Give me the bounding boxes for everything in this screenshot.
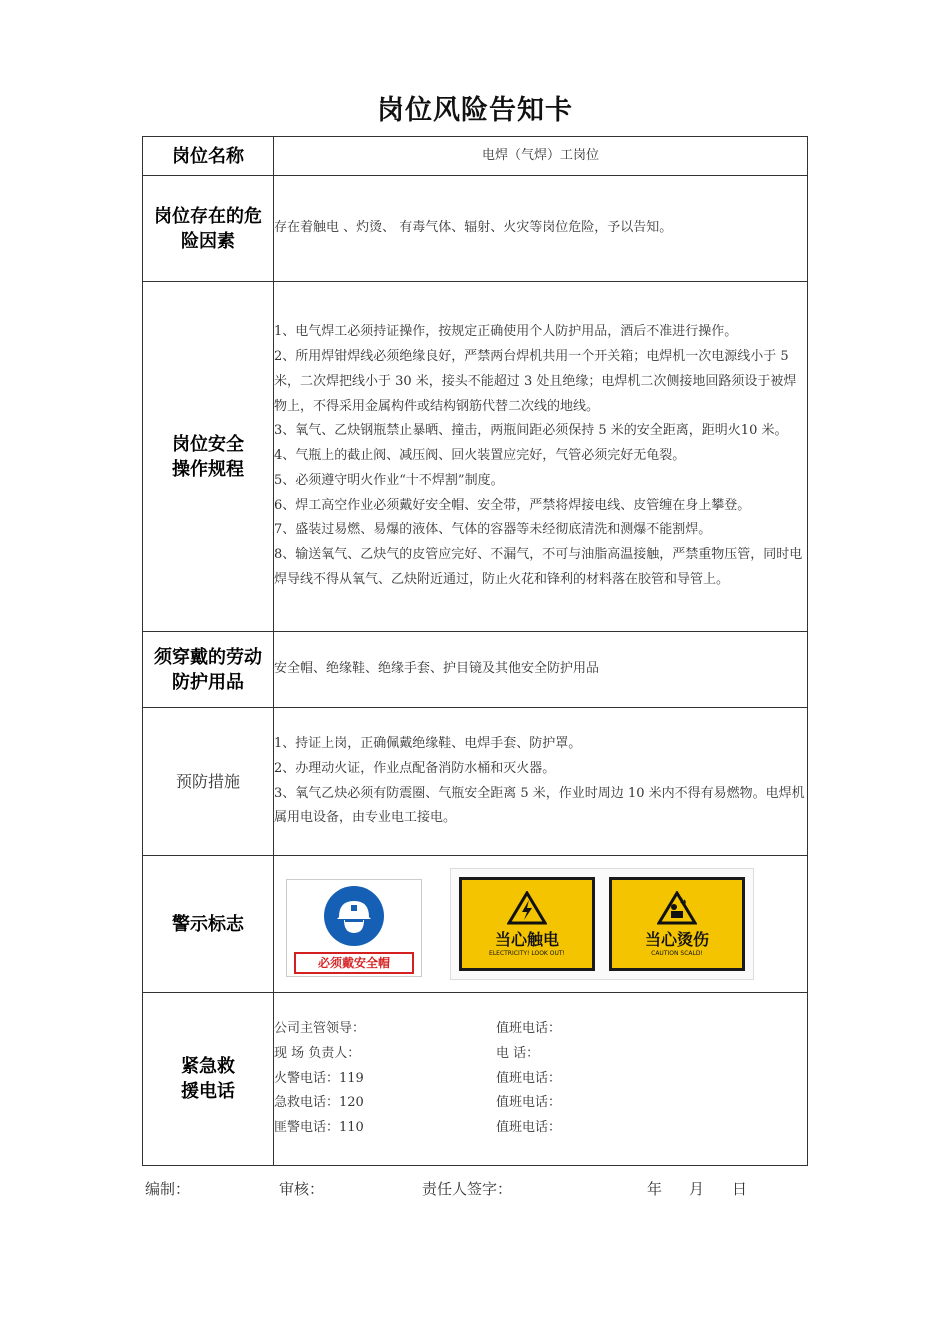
contact-row	[274, 1091, 807, 1116]
helmet-icon	[324, 886, 384, 946]
contact-row	[274, 1017, 807, 1042]
scald-warning-sign	[609, 877, 745, 971]
electric-hazard-icon	[507, 891, 547, 925]
signs-cell	[274, 856, 808, 993]
procedure-item: 1、电气焊工必须持证操作，按规定正确使用个人防护用品，酒后不准进行操作。	[274, 324, 738, 340]
contact-right: 值班电话：	[496, 1070, 562, 1086]
month-label: 月	[689, 1180, 705, 1198]
contact-right: 值班电话：	[496, 1120, 562, 1136]
procedure-item: 6、焊工高空作业必须戴好安全帽、安全带，严禁将焊接电线、皮管缠在身上攀登。	[274, 497, 751, 513]
row-ppe	[143, 632, 808, 708]
procedure-item: 4、气瓶上的截止阀、减压阀、回火装置应完好，气管必须完好无龟裂。	[274, 448, 686, 464]
ppe-value: 安全帽、绝缘鞋、绝缘手套、护目镜及其他安全防护用品	[274, 632, 808, 708]
prevention-item: 1、持证上岗，正确佩戴绝缘鞋、电焊手套、防护罩。	[274, 735, 582, 751]
scald-hazard-icon	[657, 891, 697, 925]
row-post-name	[143, 137, 808, 176]
contact-row	[274, 1042, 807, 1067]
contact-left: 现 场 负责人：	[274, 1045, 361, 1061]
row-hazards	[143, 176, 808, 282]
procedure-item: 8、输送氧气、乙炔气的皮管应完好、不漏气，不可与油脂高温接触，严禁重物压管，同时电焊导线不得从氧气、乙炔附近通过，防止火花和锋利的材料落在胶管和导管上。	[274, 547, 803, 588]
procedures-list	[274, 282, 808, 632]
risk-card-table	[142, 136, 808, 1166]
compiled-by-label: 编制：	[145, 1180, 191, 1198]
contact-left: 火警电话：119	[274, 1070, 364, 1086]
signs-label: 警示标志	[143, 856, 274, 993]
scald-sign-title: 当心烫伤	[644, 930, 709, 949]
hazards-value: 存在着触电 、灼烫、 有毒气体、辐射、火灾等岗位危险，予以告知。	[274, 176, 808, 282]
reviewed-by-label: 审核：	[279, 1180, 325, 1198]
page-title: 岗位风险告知卡	[377, 95, 573, 126]
row-prevention	[143, 708, 808, 856]
electric-sign-title: 当心触电	[494, 930, 559, 949]
procedures-label	[143, 282, 274, 632]
prevention-item: 3、氧气乙炔必须有防震圈、气瓶安全距离 5 米，作业时周边 10 米内不得有易燃物。电焊机属用电设备，由专业电工接电。	[274, 785, 805, 826]
helmet-caption: 必须戴安全帽	[294, 952, 414, 974]
emergency-contacts	[274, 993, 808, 1166]
scald-sign-subtitle: CAUTION SCALD!	[651, 950, 703, 957]
contact-left: 急救电话：120	[274, 1095, 364, 1111]
contact-right: 值班电话：	[496, 1095, 562, 1111]
contact-right: 值班电话：	[496, 1021, 562, 1036]
warning-signs-group	[450, 868, 754, 980]
row-procedures	[143, 282, 808, 632]
contact-left: 匪警电话：110	[274, 1120, 364, 1136]
procedure-item: 5、必须遵守明火作业“十不焊割”制度。	[274, 472, 504, 488]
post-name-label: 岗位名称	[143, 137, 274, 176]
contact-row	[274, 1116, 807, 1141]
signer-label: 责任人签字：	[422, 1180, 513, 1198]
electric-warning-sign	[459, 877, 595, 971]
emergency-label	[143, 993, 274, 1166]
emergency-label-text: 紧急救援电话	[181, 1056, 235, 1102]
ppe-label	[143, 632, 274, 708]
contact-left: 公司主管领导：	[274, 1021, 366, 1036]
day-label: 日	[732, 1180, 748, 1198]
hazards-label-text: 岗位存在的危险因素	[154, 205, 262, 252]
procedure-item: 7、盛装过易燃、易爆的液体、气体的容器等未经彻底清洗和测爆不能割焊。	[274, 522, 712, 538]
row-signs	[143, 856, 808, 993]
contact-row	[274, 1067, 807, 1092]
signs-container	[274, 868, 807, 980]
prevention-item: 2、办理动火证，作业点配备消防水桶和灭火器。	[274, 760, 556, 776]
year-label: 年	[647, 1180, 663, 1198]
electric-sign-subtitle: ELECTRICITY! LOOK OUT!	[489, 950, 565, 957]
contact-right: 电 话：	[496, 1045, 540, 1061]
helmet-sign	[286, 879, 422, 977]
post-name-value: 电焊（气焊）工岗位	[274, 137, 808, 176]
prevention-label: 预防措施	[143, 708, 274, 856]
hazards-label	[143, 176, 274, 282]
procedures-label-text: 岗位安全操作规程	[172, 433, 244, 480]
ppe-label-text: 须穿戴的劳动防护用品	[154, 646, 262, 693]
row-emergency	[143, 993, 808, 1166]
prevention-list	[274, 708, 808, 856]
procedure-item: 2、所用焊钳焊线必须绝缘良好，严禁两台焊机共用一个开关箱；电焊机一次电源线小于 5 米，二次焊把线小于 30 米，接头不能超过 3 处且绝缘；电焊机二次侧接地回路须设于被焊物上，不得采用金属构件或结构钢筋代替二次线的地线。	[274, 348, 797, 414]
procedure-item: 3、氧气、乙炔钢瓶禁止暴晒、撞击，两瓶间距必须保持 5 米的安全距离，距明火10 米。	[274, 423, 788, 439]
